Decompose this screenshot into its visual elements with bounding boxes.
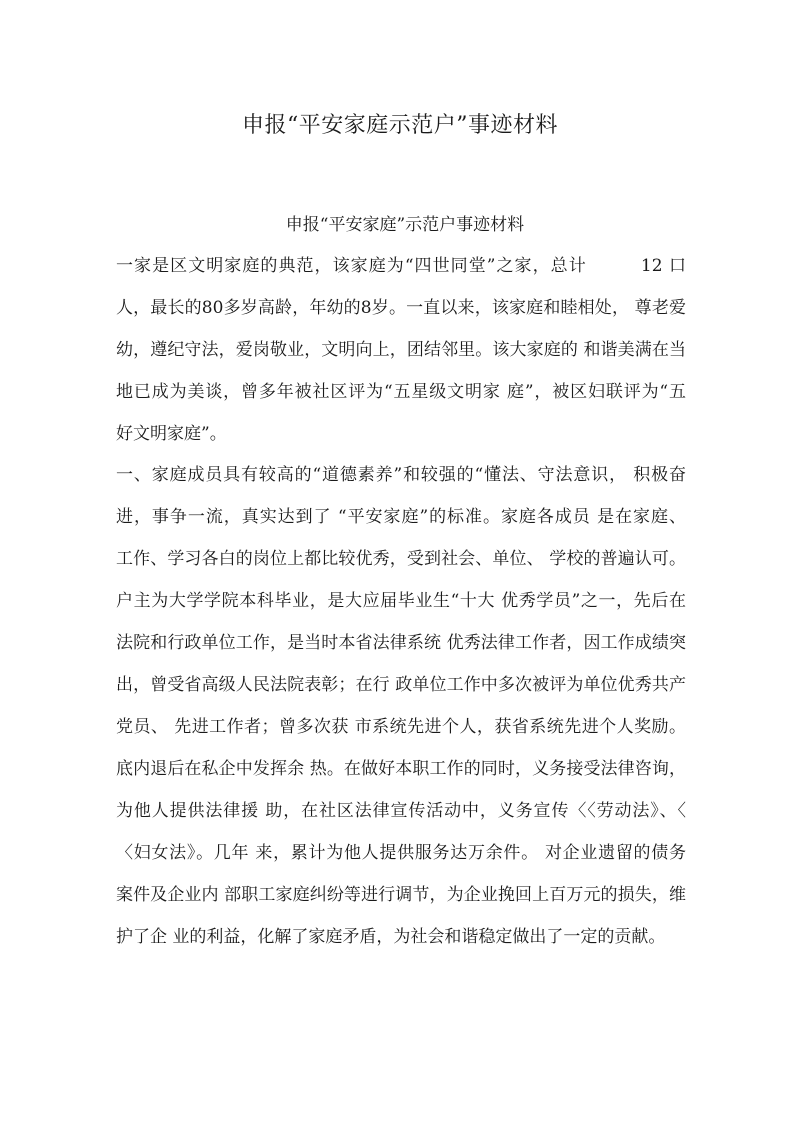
body-line: 〈妇女法》。几年 来，累计为他人提供服务达万余件。 对企业遗留的债务 (116, 843, 686, 863)
body-line: 幼，遵纪守法，爱岗敬业，文明向上，团结邻里。该大家庭的 和谐美满在当 (116, 340, 686, 360)
body-line: 好文明家庭”。 (116, 424, 227, 444)
body-line: 进，事争一流，真实达到了 “平安家庭”的标准。家庭各成员 是在家庭、 (116, 507, 686, 527)
page-title: 申报“平安家庭示范户”事迹材料 (242, 113, 558, 138)
body-line: 护了企 业的利益，化解了家庭矛盾，为社会和谐稳定做出了一定的贡献。 (116, 927, 666, 947)
body-line: 底内退后在私企中发挥余 热。在做好本职工作的同时，义务接受法律咨询， (116, 759, 686, 779)
body-line: 工作、学习各白的岗位上都比较优秀，受到社会、单位、 学校的普遍认可。 (116, 549, 686, 569)
body-line: 案件及企业内 部职工家庭纠纷等进行调节，为企业挽回上百万元的损失，维 (116, 885, 686, 905)
page-subtitle: 申报“平安家庭”示范户事迹材料 (285, 215, 525, 235)
body-line: 地已成为美谈，曾多年被社区评为“五星级文明家 庭”，被区妇联评为“五 (116, 382, 686, 402)
body-line: 一、家庭成员具有较高的“道德素养”和较强的“懂法、守法意识， 积极奋 (116, 465, 686, 485)
body-line: 一家是区文明家庭的典范，该家庭为“四世同堂”之家，总计 12 口 (116, 256, 686, 276)
body-line: 党员、 先进工作者；曾多次获 市系统先进个人，获省系统先进个人奖励。 (116, 717, 686, 737)
body-line: 人，最长的80多岁高龄，年幼的8岁。一直以来，该家庭和睦相处， 尊老爱 (116, 298, 686, 318)
body-line: 为他人提供法律援 助，在社区法律宣传活动中，义务宣传〈〈劳动法》、〈 (116, 801, 686, 821)
body-line: 法院和行政单位工作，是当时本省法律系统 优秀法律工作者，因工作成绩突 (116, 633, 686, 653)
body-line: 出，曾受省高级人民法院表彰；在行 政单位工作中多次被评为单位优秀共产 (116, 675, 686, 695)
body-line: 户主为大学学院本科毕业，是大应届毕业生“十大 优秀学员”之一，先后在 (116, 591, 686, 611)
